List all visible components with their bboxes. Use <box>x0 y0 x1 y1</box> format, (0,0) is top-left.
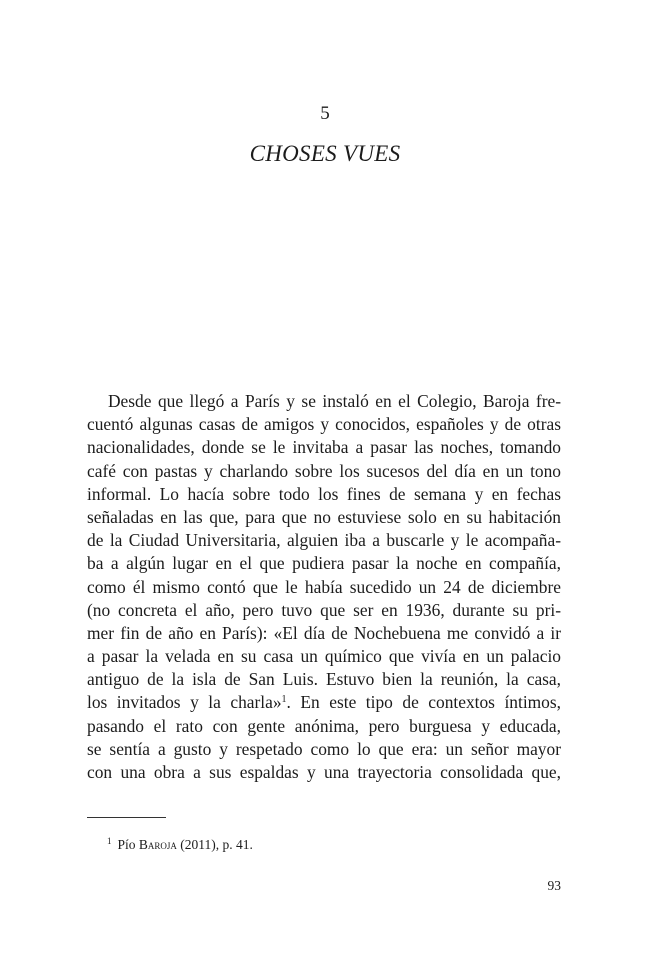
footnote-divider <box>87 817 166 818</box>
body-line: pasando el rato con gente anónima, pero burguesa y educada, <box>87 715 561 736</box>
body-line: nacionalidades, donde se le invitaba a pasar las noches, tomando <box>87 437 561 458</box>
body-line-with-footnote-ref <box>87 691 561 714</box>
body-text <box>87 390 561 784</box>
chapter-title: CHOSES VUES <box>249 141 401 166</box>
page-number: 93 <box>547 878 561 893</box>
body-line: con una obra a sus espaldas y una trayectoria consolidada que, <box>87 762 561 782</box>
body-line: se sentía a gusto y respetado como lo que era: un señor mayor <box>87 738 561 759</box>
footnote-author-last: Baroja <box>138 837 177 852</box>
body-line: a pasar la velada en su casa un químico que vivía en un palacio <box>87 646 561 667</box>
footnote <box>107 832 253 854</box>
footnote-citation: (2011), p. 41. <box>180 837 253 852</box>
body-line: café con pastas y charlando sobre los sucesos del día en un tono <box>87 460 561 481</box>
body-line: de la Ciudad Universitaria, alguien iba a buscarle y le acompaña- <box>87 530 561 551</box>
body-line: señaladas en las que, para que no estuviese solo en su habitación <box>87 506 561 527</box>
body-line: ba a algún lugar en el que pudiera pasar la noche en compañía, <box>87 553 561 574</box>
body-line: como él mismo contó que le había sucedido un 24 de diciembre <box>87 576 561 597</box>
body-line: cuentó algunas casas de amigos y conocidos, españoles y de otras <box>87 414 561 435</box>
body-line: (no concreta el año, pero tuvo que ser en 1936, durante su pri- <box>87 599 561 620</box>
footnote-author-first: Pío <box>117 837 136 852</box>
footnote-reference[interactable]: 1 <box>281 694 287 706</box>
body-line: antiguo de la isla de San Luis. Estuvo bien la reunión, la casa, <box>87 669 561 690</box>
chapter-number: 5 <box>320 103 330 124</box>
body-line-part: . En este tipo de contextos íntimos, <box>286 692 561 713</box>
footnote-marker: 1 <box>107 836 112 846</box>
body-line-part: los invitados y la charla» <box>87 692 282 713</box>
body-line: mer fin de año en París): «El día de Nochebuena me convidó a ir <box>87 622 561 643</box>
body-line: Desde que llegó a París y se instaló en el Colegio, Baroja fre- <box>108 391 561 411</box>
body-line: informal. Lo hacía sobre todo los fines de semana y en fechas <box>87 483 561 504</box>
